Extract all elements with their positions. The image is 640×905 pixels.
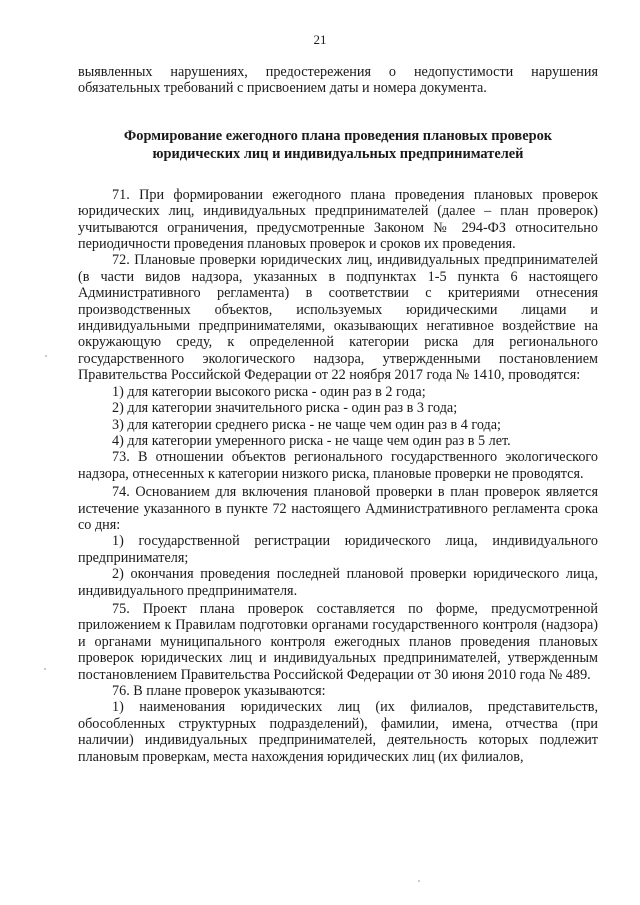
- list-item-76-1: 1) наименования юридических лиц (их филиалов, представительств, обособленных структурных подразделений), фамилии, имена, отчества (при наличии) индивидуальных предпринимателей, деятельность которых подлежит плановым проверкам, места нахождения юридических лиц (их филиалов,: [78, 699, 598, 765]
- section-heading-line-1: Формирование ежегодного плана проведения плановых проверок: [123, 127, 553, 144]
- scan-speck: [44, 668, 46, 670]
- paragraph-76: 76. В плане проверок указываются:: [112, 683, 326, 699]
- list-item-74-2: 2) окончания проведения последней плановой проверки юридического лица, индивидуального предпринимателя.: [78, 566, 598, 599]
- section-heading: [78, 127, 598, 163]
- list-item-72-3: 3) для категории среднего риска - не чаще чем один раз в 4 года;: [112, 416, 501, 433]
- scan-speck: [418, 880, 420, 882]
- list-item-72-2: 2) для категории значительного риска - один раз в 3 года;: [112, 400, 458, 417]
- list-item-72-4: 4) для категории умеренного риска - не чаще чем один раз в 5 лет.: [112, 432, 511, 449]
- list-item-74-1: 1) государственной регистрации юридического лица, индивидуального предпринимателя;: [78, 533, 598, 566]
- paragraph-74: 74. Основанием для включения плановой проверки в план проверок является истечение указанного в пункте 72 настоящего Административного регламента срока со дня:: [78, 484, 598, 533]
- intro-paragraph: выявленных нарушениях, предостережения о недопустимости нарушения обязательных требований с присвоением даты и номера документа.: [78, 64, 598, 97]
- paragraph-73: 73. В отношении объектов регионального государственного экологического надзора, отнесенных к категории низкого риска, плановые проверки не проводятся.: [78, 449, 598, 482]
- page-number: 21: [313, 32, 327, 47]
- scan-speck: [45, 355, 47, 357]
- paragraph-72: 72. Плановые проверки юридических лиц, индивидуальных предпринимателей (в части видов надзора, указанных в подпунктах 1-5 пункта 6 настоящего Административного регламента) в соответствии с критериями отнесения производственных объектов, используемых юридическими лицами и индивидуальными предпринимателями, оказывающих негативное воздействие на окружающую среду, к определенной категории риска для регионального государственного экологического надзора, утвержденными постановлением Правительства Российской Федерации от 22 ноября 2017 года № 1410, проводятся:: [78, 252, 598, 384]
- paragraph-71: 71. При формировании ежегодного плана проведения плановых проверок юридических лиц, индивидуальных предпринимателей (далее – план проверок) учитываются ограничения, предусмотренные Законом № 294-ФЗ относительно периодичности проведения плановых проверок и сроков их проведения.: [78, 186, 598, 253]
- list-item-72-1: 1) для категории высокого риска - один раз в 2 года;: [112, 383, 426, 400]
- section-heading-line-2: юридических лиц и индивидуальных предпринимателей: [152, 145, 524, 162]
- paragraph-75: 75. Проект плана проверок составляется по форме, предусмотренной приложением к Правилам подготовки органами государственного контроля (надзора) и органами муниципального контроля ежегодных планов проведения плановых проверок юридических лиц и индивидуальных предпринимателей, утвержденным постановлением Правительства Российской Федерации от 30 июня 2010 года № 489.: [78, 600, 598, 683]
- document-body: [78, 64, 598, 765]
